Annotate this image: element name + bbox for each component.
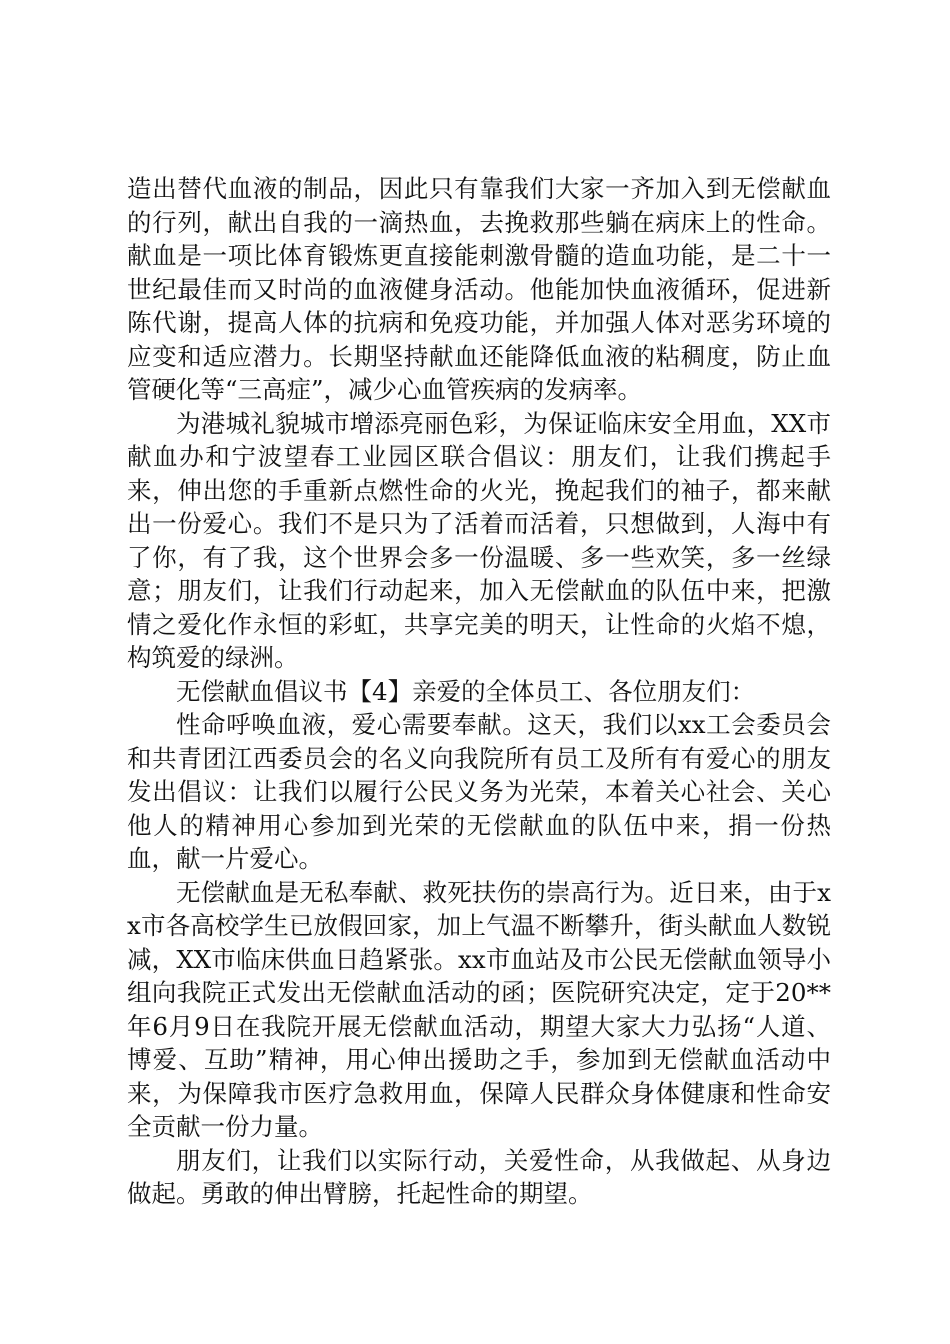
paragraph-2: 为港城礼貌城市增添亮丽色彩，为保证临床安全用血，XX市献血办和宁波望春工业园区联合倡议：朋友们，让我们携起手来，伸出您的手重新点燃性命的火光，挽起我们的袖子，都来献出一份爱心。我们不是只为了活着而活着，只想做到，人海中有了你，有了我，这个世界会多一份温暖、多一些欢笑，多一丝绿意；朋友们，让我们行动起来，加入无偿献血的队伍中来，把激情之爱化作永恒的彩虹，共享完美的明天，让性命的火焰不熄，构筑爱的绿洲。 [127,408,831,672]
paragraph-1: 造出替代血液的制品，因此只有靠我们大家一齐加入到无偿献血的行列，献出自我的一滴热血，去挽救那些躺在病床上的性命。献血是一项比体育锻炼更直接能刺激骨髓的造血功能，是二十一世纪最佳而又时尚的血液健身活动。他能加快血液循环，促进新陈代谢，提高人体的抗病和免疫功能，并加强人体对恶劣环境的应变和适应潜力。长期坚持献血还能降低血液的粘稠度，防止血管硬化等“三高症”，减少心血管疾病的发病率。 [127,174,831,404]
paragraph-5: 无偿献血是无私奉献、救死扶伤的崇高行为。近日来，由于xx市各高校学生已放假回家，加上气温不断攀升，街头献血人数锐减，XX市临床供血日趋紧张。xx市血站及市公民无偿献血领导小组向我院正式发出无偿献血活动的函；医院研究决定，定于20**年6月9日在我院开展无偿献血活动，期望大家大力弘扬“人道、博爱、互助”精神，用心伸出援助之手，参加到无偿献血活动中来，为保障我市医疗急救用血，保障人民群众身体健康和性命安全贡献一份力量。 [127,877,831,1141]
paragraph-3: 无偿献血倡议书【4】亲爱的全体员工、各位朋友们： [176,676,756,706]
paragraph-6: 朋友们，让我们以实际行动，关爱性命，从我做起、从身边做起。勇敢的伸出臂膀，托起性命的期望。 [127,1145,831,1208]
paragraph-4: 性命呼唤血液，爱心需要奉献。这天，我们以xx工会委员会和共青团江西委员会的名义向我院所有员工及所有有爱心的朋友发出倡议：让我们以履行公民义务为光荣，本着关心社会、关心他人的精神用心参加到光荣的无偿献血的队伍中来，捐一份热血，献一片爱心。 [127,710,831,873]
document-body [127,172,831,1211]
